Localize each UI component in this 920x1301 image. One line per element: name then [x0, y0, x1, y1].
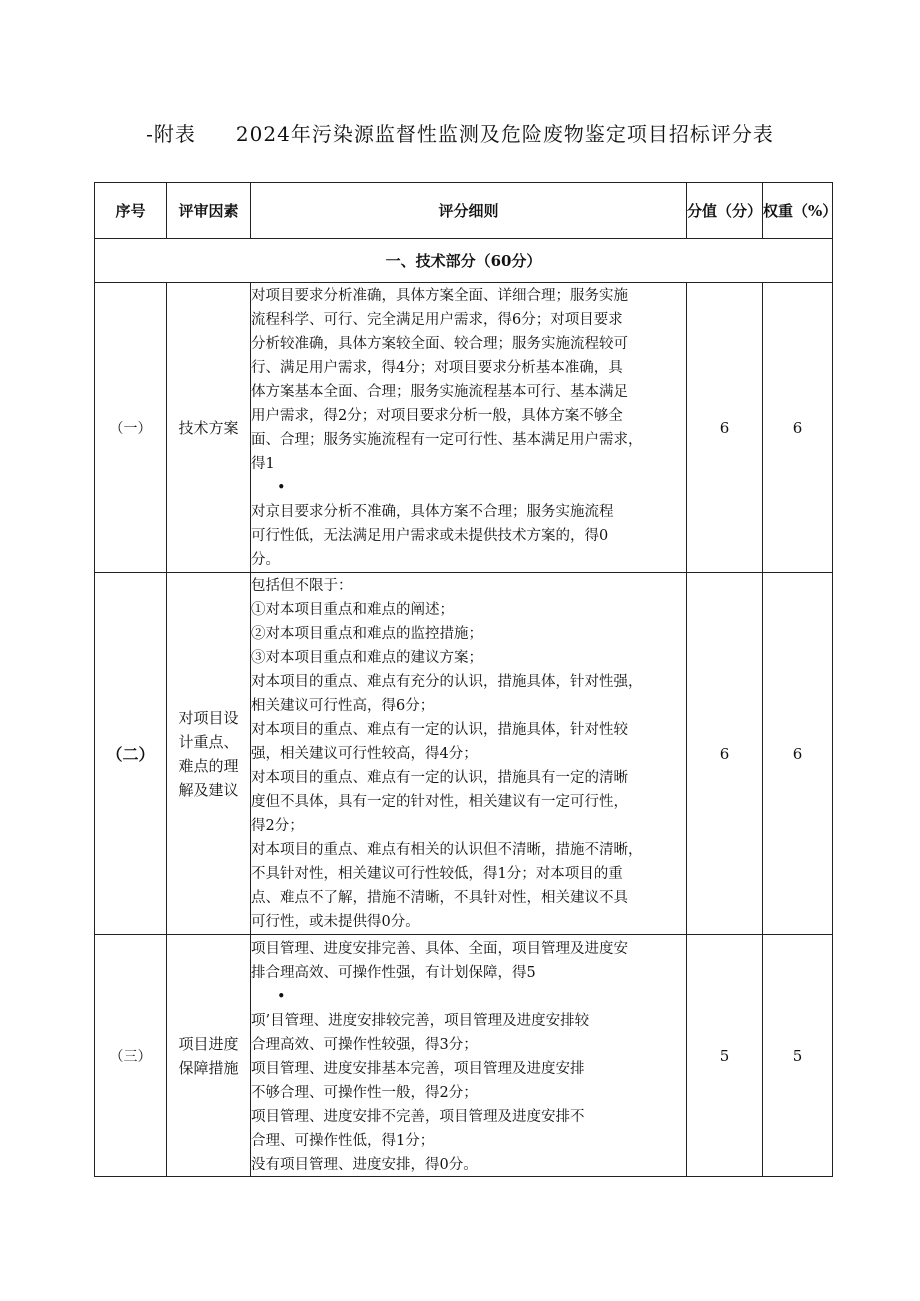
- factor-line: 解及建议: [178, 780, 239, 799]
- header-factor: 评审因素: [167, 183, 251, 239]
- detail-line: 对项目要求分析准确，具体方案全面、详细合理；服务实施: [251, 287, 628, 304]
- row-seq: （三）: [95, 935, 167, 1177]
- detail-line: 体方案基本全面、合理；服务实施流程基本可行、基本满足: [251, 383, 628, 400]
- bullet-dot: •: [277, 988, 286, 1005]
- row-weight: 5: [763, 935, 833, 1177]
- row-seq: （一）: [95, 283, 167, 573]
- detail-line: 流程科学、可行、完全满足用户需求，得6分；对项目要求: [251, 311, 623, 328]
- detail-line: 面、合理；服务实施流程有一定可行性、基本满足用户需求，: [251, 431, 643, 448]
- detail-line: 对本项目的重点、难点有一定的认识，措施具体，针对性较: [251, 721, 628, 738]
- detail-line: ①对本项目重点和难点的阐述；: [251, 601, 454, 618]
- detail-line: 没有项目管理、进度安排，得0分。: [251, 1156, 478, 1173]
- header-score: 分值（分）: [687, 183, 763, 239]
- detail-line: 合理高效、可操作性较强，得3分；: [251, 1036, 478, 1053]
- table-row: [95, 935, 833, 1177]
- detail-line: 行、满足用户需求，得4分；对项目要求分析基本准确，具: [251, 359, 623, 376]
- detail-line: 点、难点不了解，措施不清晰，不具针对性，相关建议不具: [251, 889, 628, 906]
- bullet-dot: •: [277, 479, 286, 496]
- detail-line: 度但不具体，具有一定的针对性，相关建议有一定可行性，: [251, 793, 628, 810]
- factor-line: 计重点、: [178, 732, 239, 751]
- row-factor: [167, 573, 251, 935]
- header-row: [95, 183, 833, 239]
- detail-line: 对本项目的重点、难点有充分的认识，措施具体，针对性强，: [251, 673, 643, 690]
- detail-line: ②对本项目重点和难点的监控措施；: [251, 625, 483, 642]
- detail-line: 可行性，或未提供得0分。: [251, 913, 420, 930]
- section-title: 一、技术部分（60分）: [95, 239, 833, 283]
- detail-line: 项目管理、进度安排完善、具体、全面，项目管理及进度安: [251, 940, 628, 957]
- title-main: 2024年污染源监督性监测及危险废物鉴定项目招标评分表: [235, 122, 774, 146]
- detail-line: ③对本项目重点和难点的建议方案；: [251, 649, 483, 666]
- row-detail: [251, 935, 687, 1177]
- detail-line: 合理、可操作性低，得1分；: [251, 1132, 435, 1149]
- detail-line: 用户需求，得2分；对项目要求分析一般，具体方案不够全: [251, 407, 623, 424]
- row-score: 6: [687, 573, 763, 935]
- factor-line: 保障措施: [178, 1058, 239, 1077]
- detail-line: 包括但不限于：: [251, 577, 353, 594]
- header-weight: 权重（%）: [763, 183, 833, 239]
- scoring-table: [94, 182, 838, 1177]
- row-score: 5: [687, 935, 763, 1177]
- factor-line: 难点的理: [178, 756, 239, 775]
- section-row: [95, 239, 833, 283]
- header-detail: 评分细则: [251, 183, 687, 239]
- row-detail: [251, 283, 687, 573]
- detail-line: 相关建议可行性高，得6分；: [251, 697, 435, 714]
- detail-line: 不够合理、可操作性一般，得2分；: [251, 1084, 478, 1101]
- detail-line: 可行性低，无法满足用户需求或未提供技术方案的，得0: [251, 527, 609, 544]
- title-prefix: -附表: [146, 122, 196, 146]
- row-score: 6: [687, 283, 763, 573]
- detail-line: 得1: [251, 455, 275, 472]
- detail-line: 排合理高效、可操作性强，有计划保障，得5: [251, 964, 536, 981]
- page-title: [0, 118, 920, 147]
- detail-line: 对京目要求分析不准确，具体方案不合理；服务实施流程: [251, 503, 614, 520]
- detail-line: 不具针对性，相关建议可行性较低，得1分；对本项目的重: [251, 865, 623, 882]
- row-factor: 技术方案: [167, 283, 251, 573]
- detail-line: 对本项目的重点、难点有一定的认识，措施具有一定的清晰: [251, 769, 628, 786]
- detail-line: 分析较准确，具体方案较全面、较合理；服务实施流程较可: [251, 335, 628, 352]
- factor-line: 对项目设: [178, 708, 239, 727]
- factor-line: 项目进度: [178, 1034, 239, 1053]
- detail-line: 得2分；: [251, 817, 304, 834]
- table-row: [95, 573, 833, 935]
- table-row: [95, 283, 833, 573]
- detail-line: 项’目管理、进度安排较完善，项目管理及进度安排较: [251, 1012, 590, 1029]
- row-detail: [251, 573, 687, 935]
- row-factor: [167, 935, 251, 1177]
- row-seq: （二）: [95, 573, 167, 935]
- row-weight: 6: [763, 283, 833, 573]
- detail-line: 对本项目的重点、难点有相关的认识但不清晰，措施不清晰，: [251, 841, 643, 858]
- detail-line: 强，相关建议可行性较高，得4分；: [251, 745, 478, 762]
- row-weight: 6: [763, 573, 833, 935]
- detail-line: 项目管理、进度安排不完善，项目管理及进度安排不: [251, 1108, 585, 1125]
- header-seq: 序号: [95, 183, 167, 239]
- detail-clip: [251, 937, 686, 1175]
- detail-line: 项目管理、进度安排基本完善，项目管理及进度安排: [251, 1060, 585, 1077]
- detail-line: 分。: [251, 551, 280, 568]
